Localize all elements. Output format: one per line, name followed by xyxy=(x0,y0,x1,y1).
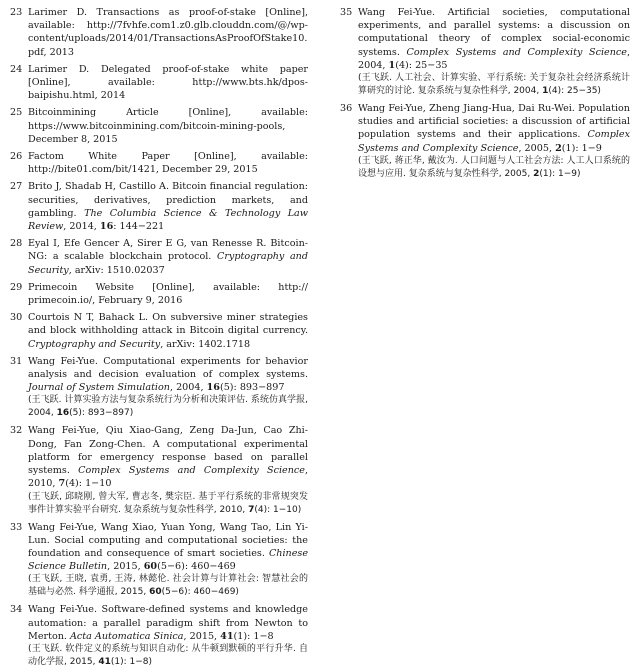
reference-venue: Complex Systems and Complexity Science xyxy=(358,129,630,154)
reference-year: , 2010, xyxy=(28,465,308,490)
reference-chinese-volume: 1 xyxy=(542,86,549,97)
reference-number: 25 xyxy=(10,107,23,119)
reference-chinese-volume: 16 xyxy=(56,408,70,419)
reference-year: , 2015, xyxy=(107,561,144,573)
reference-number: 27 xyxy=(10,181,23,193)
reference-citation xyxy=(28,521,308,574)
reference-pages: , arXiv: 1510.02037 xyxy=(68,264,165,276)
reference-authors-title: Wang Fei-Yue, Qiu Xiao-Gang, Zeng Da-Jun, Cao Zhi-Dong, Fan Zong-Chen. A computational experimental platform for emergency response based on parallel systems. xyxy=(28,425,308,477)
reference-citation xyxy=(28,150,308,176)
reference-citation xyxy=(28,424,308,490)
reference-year: , 2004, xyxy=(358,46,631,71)
reference-chinese-pages: (5−6): 460−469) xyxy=(161,587,239,598)
reference-authors-title: Wang Fei-Yue. Software-defined systems and knowledge automation: a parallel paradigm shift from Newton to Merton. xyxy=(28,604,308,642)
reference-authors-title: Brito J, Shadab H, Castillo A. Bitcoin financial regulation: securities, derivatives, prediction markets, and gambling. xyxy=(28,181,308,219)
reference-volume: 16 xyxy=(206,382,220,394)
reference-authors-title: Eyal I, Efe Gencer A, Sirer E G, van Renesse R. Bitcoin-NG: a scalable blockchain protocol. xyxy=(28,238,308,263)
reference-pages: , arXiv: 1402.1718 xyxy=(160,338,251,350)
reference-pages: (4): 1−10 xyxy=(65,478,112,490)
reference-volume: 7 xyxy=(58,478,66,490)
reference-entry xyxy=(10,521,308,600)
reference-number: 29 xyxy=(10,281,23,293)
reference-chinese-citation xyxy=(28,491,308,517)
reference-chinese-text: (王飞跃, 王晓, 袁勇, 王涛, 林懿伦. 社会计算与计算社会: 智慧社会的基础与必然. 科学通报, 2015, xyxy=(28,574,308,598)
reference-text: Bitcoinmining Article [Online], available: https://www.bitcoinmining.com/bitcoin-mining-pools, December 8, 2015 xyxy=(28,107,308,145)
reference-body xyxy=(28,603,308,669)
reference-chinese-text: (王飞跃, 邱晓刚, 曾大军, 曹志冬, 樊宗臣. 基于平行系统的非常规突发事件计算实验平台研究. 复杂系统与复杂性科学, 2010, xyxy=(28,491,308,515)
reference-number: 31 xyxy=(10,355,23,367)
reference-chinese-text: (王飞跃. 软件定义的系统与知识自动化: 从牛顿到默顿的平行升华. 自动化学报, 2015, xyxy=(28,643,308,667)
reference-chinese-citation xyxy=(28,573,308,599)
reference-chinese-citation xyxy=(28,394,308,420)
reference-entry xyxy=(10,237,308,277)
reference-text: Primecoin Website [Online], available: http:// primecoin.io/, February 9, 2016 xyxy=(28,281,308,307)
reference-body xyxy=(358,102,630,181)
reference-volume: 2 xyxy=(555,142,562,154)
reference-number: 34 xyxy=(10,604,23,616)
reference-citation xyxy=(28,106,308,146)
reference-year: , 2015, xyxy=(183,630,221,642)
reference-entry xyxy=(340,6,630,98)
reference-pages: : 144−221 xyxy=(113,221,165,233)
reference-citation xyxy=(28,180,308,233)
reference-chinese-text: (王飞跃, 蒋正华, 戴汝为. 人口问题与人工社会方法: 人工人口系统的设想与应用. 复杂系统与复杂性科学, 2005, xyxy=(358,155,630,179)
reference-entry xyxy=(340,102,630,181)
reference-authors-title: Wang Fei-Yue, Wang Xiao, Yuan Yong, Wang Tao, Lin Yi-Lun. Social computing and computational societies: the foundation and consequence of smart societies. xyxy=(28,521,308,559)
reference-venue: Complex Systems and Complexity Science xyxy=(78,465,305,477)
reference-pages: (1): 1−8 xyxy=(233,630,274,642)
reference-volume: 1 xyxy=(388,59,396,71)
reference-body xyxy=(28,311,308,351)
reference-pages: (5−6): 460−469 xyxy=(157,561,236,573)
reference-volume: 41 xyxy=(220,630,234,642)
reference-year: , 2004, xyxy=(169,382,207,394)
reference-entry xyxy=(10,180,308,233)
reference-citation xyxy=(28,355,308,395)
reference-chinese-volume: 41 xyxy=(98,656,111,667)
reference-entry xyxy=(10,281,308,307)
reference-authors-title: Wang Fei-Yue, Zheng Jiang-Hua, Dai Ru-Wei. Population studies and artificial societies: a discussion of artificial population systems and their applications. xyxy=(358,103,630,141)
reference-entry xyxy=(10,63,308,103)
reference-citation xyxy=(28,237,308,277)
reference-venue: Complex Systems and Complexity Science xyxy=(406,46,627,58)
reference-volume: 16 xyxy=(99,221,114,233)
reference-citation xyxy=(28,603,308,643)
reference-body xyxy=(28,180,308,233)
reference-body xyxy=(28,355,308,421)
reference-entry xyxy=(10,355,308,421)
reference-pages: (4): 25−35 xyxy=(395,59,448,71)
reference-authors-title: Wang Fei-Yue. Computational experiments for behavior analysis and decision evaluation of complex systems. xyxy=(28,355,308,381)
reference-body xyxy=(28,237,308,277)
reference-number: 26 xyxy=(10,151,23,163)
reference-chinese-pages: (4): 25−35) xyxy=(548,86,601,97)
reference-chinese-text: (王飞跃. 计算实验方法与复杂系统行为分析和决策评估. 系统仿真学报, 2004, xyxy=(28,395,308,419)
reference-entry xyxy=(10,6,308,59)
reference-authors-title: Courtois N T, Bahack L. On subversive miner strategies and block withholding attack in Bitcoin digital currency. xyxy=(28,312,308,337)
reference-pages: (1): 1−9 xyxy=(561,142,602,154)
reference-citation xyxy=(28,281,308,307)
reference-venue: The Columbia Science & Technology Law Review xyxy=(28,207,308,233)
reference-number: 36 xyxy=(340,103,353,115)
reference-number: 28 xyxy=(10,238,23,250)
reference-number: 32 xyxy=(10,425,23,437)
references-left-column xyxy=(10,6,308,667)
reference-chinese-citation xyxy=(358,72,630,98)
reference-body xyxy=(28,281,308,307)
reference-year: , 2005, xyxy=(518,142,556,154)
reference-body xyxy=(28,106,308,146)
reference-entry xyxy=(10,106,308,146)
reference-number: 30 xyxy=(10,312,23,324)
reference-chinese-pages: (4): 1−10) xyxy=(254,504,302,515)
reference-chinese-citation xyxy=(28,643,308,669)
reference-text: Larimer D. Delegated proof-of-stake white paper [Online], available: http://www.bts.hk/dpos-baipishu.html, 2014 xyxy=(28,63,308,102)
reference-body xyxy=(28,6,308,59)
reference-citation xyxy=(28,63,308,103)
references-right-column xyxy=(340,6,630,636)
reference-authors-title: Wang Fei-Yue. Artificial societies, computational experiments, and parallel systems: a discussion on computational theory of complex social-economic systems. xyxy=(358,7,630,58)
reference-venue: Journal of System Simulation xyxy=(28,382,170,394)
reference-number: 35 xyxy=(340,7,353,18)
reference-entry xyxy=(10,311,308,351)
reference-entry xyxy=(10,424,308,516)
reference-venue: Chinese Science Bulletin xyxy=(28,547,308,573)
reference-venue: Cryptography and Security xyxy=(28,251,308,276)
reference-chinese-pages: (5): 893−897) xyxy=(69,408,134,419)
reference-text: Larimer D. Transactions as proof-of-stake [Online], available: http://7fvhfe.com1.z0.glb.clouddn.com/@/wp-content/uploads/2014/01/TransactionsAsProofOfStake10.pdf, 2013 xyxy=(28,7,308,58)
reference-chinese-volume: 7 xyxy=(248,504,255,515)
reference-citation xyxy=(358,102,630,155)
reference-entry xyxy=(10,603,308,669)
reference-volume: 60 xyxy=(143,561,158,573)
reference-body xyxy=(28,150,308,176)
reference-venue: Acta Automatica Sinica xyxy=(70,630,184,642)
reference-chinese-text: (王飞跃. 人工社会、计算实验、平行系统: 关于复杂社会经济系统计算研究的讨论. 复杂系统与复杂性科学, 2004, xyxy=(358,73,630,97)
reference-body xyxy=(358,6,630,98)
reference-body xyxy=(28,63,308,103)
reference-venue: Cryptography and Security xyxy=(28,338,161,350)
reference-pages: (5): 893−897 xyxy=(219,382,285,394)
reference-body xyxy=(28,521,308,600)
reference-number: 33 xyxy=(10,521,23,533)
reference-chinese-citation xyxy=(358,155,630,181)
reference-number: 23 xyxy=(10,7,23,18)
reference-citation xyxy=(358,6,630,72)
reference-chinese-volume: 2 xyxy=(533,168,540,179)
reference-entry xyxy=(10,150,308,176)
reference-year: , 2014, xyxy=(63,221,100,233)
reference-number: 24 xyxy=(10,63,23,75)
reference-chinese-pages: (1): 1−9) xyxy=(539,168,581,179)
reference-chinese-pages: (1): 1−8) xyxy=(110,656,153,667)
reference-chinese-volume: 60 xyxy=(149,587,162,598)
reference-citation xyxy=(28,311,308,351)
reference-body xyxy=(28,424,308,516)
reference-text: Factom White Paper [Online], available: http://bite01.com/bit/1421, December 29, 2015 xyxy=(28,151,308,176)
reference-citation xyxy=(28,6,308,59)
